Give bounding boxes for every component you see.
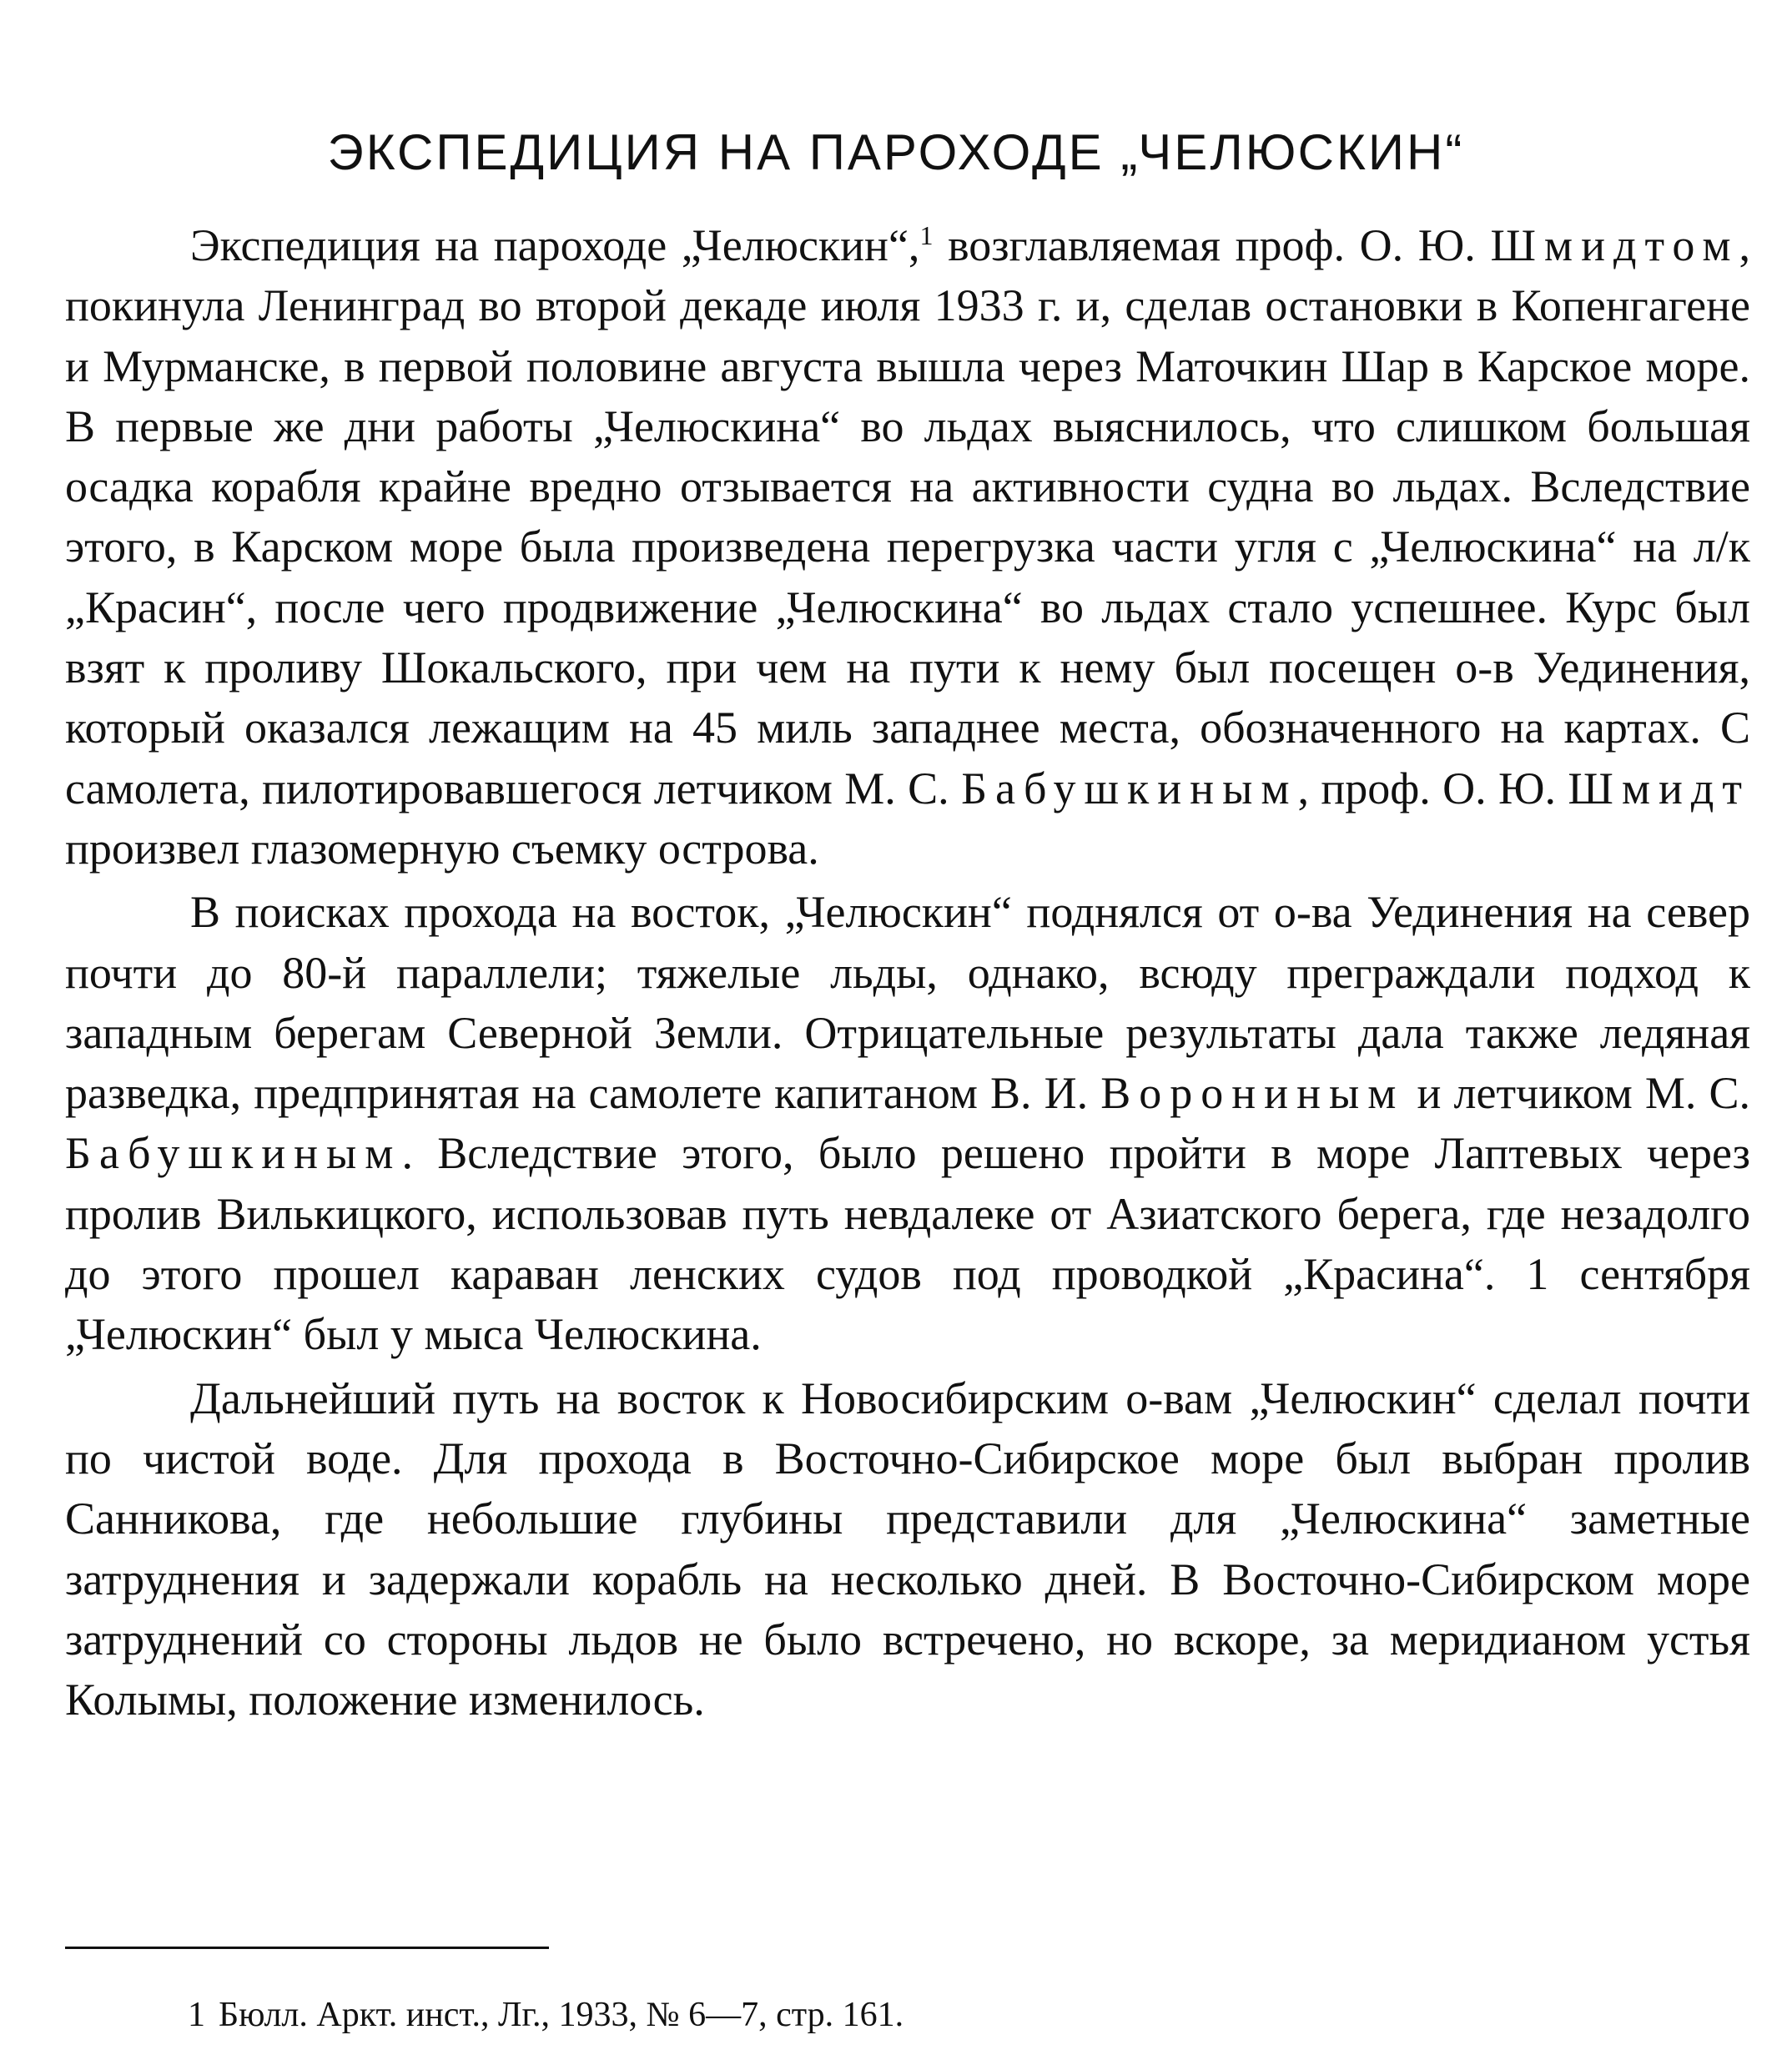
paragraph-1-part-a: Экспедиция на пароходе „Челюскин“, — [190, 220, 920, 270]
person-name-babushkin: Бабушкиным — [961, 763, 1298, 813]
paragraph-2-part-a: В поисках прохода на восток, „Челюскин“ поднялся от о-ва Уединения на север почти до 80-й параллели; тяжелые льды, однако, всюду преграждали подход к западным берегам Северной Земли. Отрицательные результаты дала также ледяная разведка, предпринятая на самолете капитаном В. И. — [65, 887, 1750, 1119]
paragraph-1-part-d: , проф. О. Ю. — [1297, 763, 1568, 813]
footnote-divider — [65, 1947, 549, 1949]
paragraph-2-part-c: . Вследствие этого, было решено пройти в море Лаптевых через пролив Вилькицкого, использовав путь невдалеке от Азиатского берега, где незадолго до этого прошел караван ленских судов под проводкой „Красина“. 1 сентября „Челюскин“ был у мыса Челюскина. — [65, 1128, 1750, 1360]
paragraph-2 — [65, 882, 1750, 1364]
person-name-schmidt-2: Шмидт — [1568, 763, 1751, 813]
footnote-mark: 1 — [188, 1996, 205, 2034]
person-name-schmidt: Шмидтом — [1490, 220, 1739, 270]
paragraph-1-part-e: произвел глазомерную съемку острова. — [65, 823, 819, 874]
person-name-voronin: Ворониным — [1100, 1068, 1405, 1119]
person-name-babushkin-2: Бабушкиным — [65, 1128, 402, 1179]
paragraph-1-part-b: возглавляемая проф. О. Ю. — [933, 220, 1491, 270]
footnote — [188, 1994, 1689, 2036]
paragraph-2-part-b: и летчиком М. С. — [1404, 1068, 1750, 1119]
paragraph-3: Дальнейший путь на восток к Новосибирским о-вам „Челюскин“ сделал почти по чистой воде. Для прохода в Восточно-Сибирское море был выбран пролив Санникова, где небольшие глубины представили для „Челюскина“ заметные затруднения и задержали корабль на несколько дней. В Восточно-Сибирском море затруднений со стороны льдов не было встречено, но вскоре, за меридианом устья Колымы, положение изменилось. — [65, 1372, 1750, 1725]
body-text — [65, 215, 1750, 1730]
paragraph-1 — [65, 215, 1750, 879]
footnote-reference: 1 — [919, 220, 934, 250]
footnote-text: Бюлл. Аркт. инст., Лг., 1933, № 6—7, стр. 161. — [219, 1996, 904, 2034]
paragraph-1-part-c: , покинула Ленинград во второй декаде июля 1933 г. и, сделав остановки в Копенгагене и Мурманске, в первой половине августа вышла через Маточкин Шар в Карское море. В первые же дни работы „Челюскина“ во льдах выяснилось, что слишком большая осадка корабля крайне вредно отзывается на активности судна во льдах. Вследствие этого, в Карском море была произведена перегрузка части угля с „Челюскина“ на л/к „Красин“, после чего продвижение „Челюскина“ во льдах стало успешнее. Курс был взят к проливу Шокальского, при чем на пути к нему был посещен о-в Уединения, который оказался лежащим на 45 миль западнее места, обозначенного на картах. С самолета, пилотировавшегося летчиком М. С. — [65, 220, 1750, 813]
page-title: ЭКСПЕДИЦИЯ НА ПАРОХОДЕ „ЧЕЛЮСКИН“ — [327, 124, 1465, 180]
